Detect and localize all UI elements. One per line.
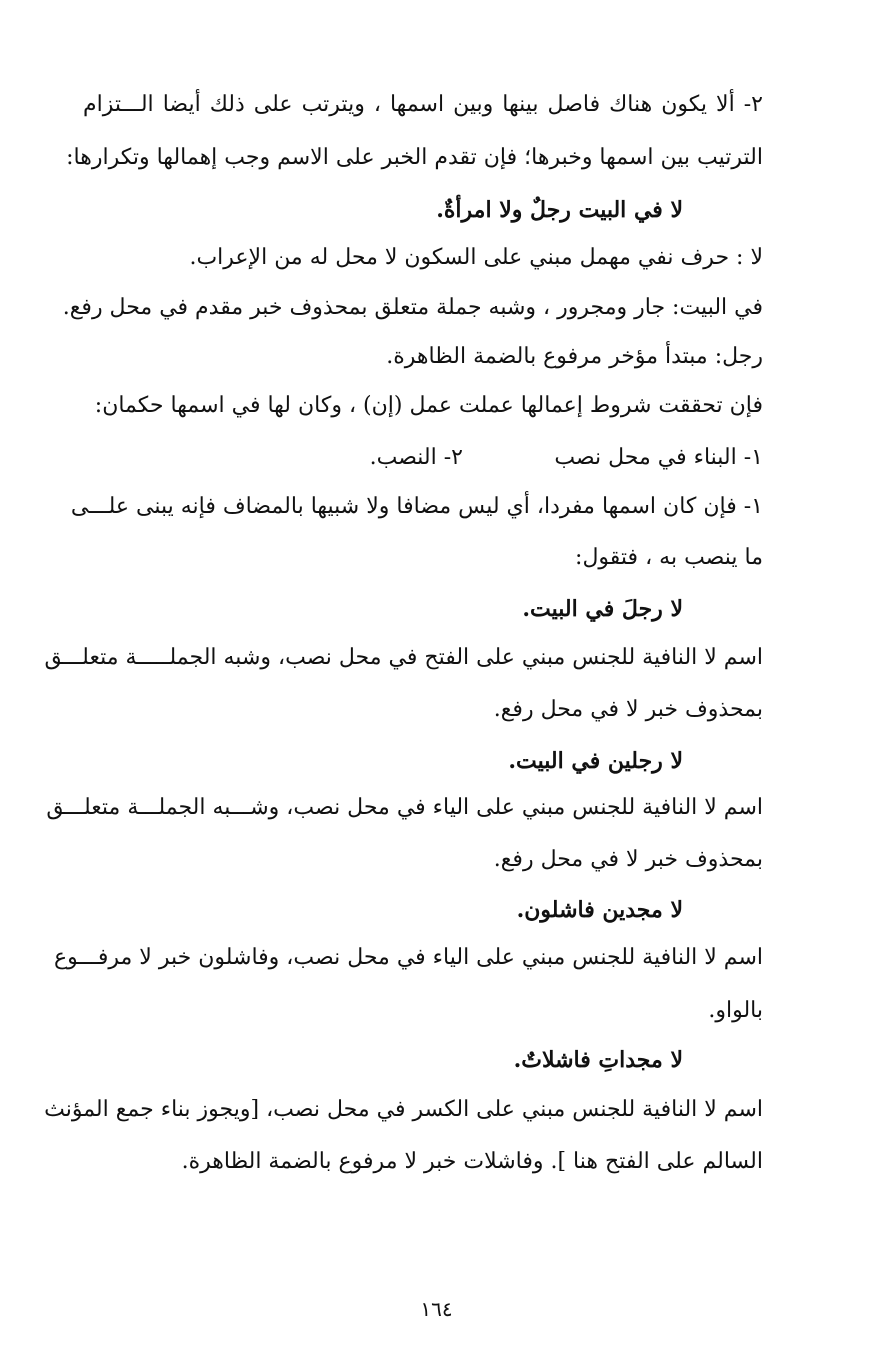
analysis-line: بمحذوف خبر لا في محل رفع. [493,697,763,722]
example-sentence: لا مجدين فاشلون. [516,897,683,923]
example-sentence: لا رجلين في البيت. [508,748,683,774]
page-number: ١٦٤ [420,1297,453,1321]
paragraph-line: ١- فإن كان اسمها مفردا، أي ليس مضافا ولا شبيها بالمضاف فإنه يبنى علـــى [70,494,763,519]
analysis-line: اسم لا النافية للجنس مبني على الفتح في محل نصب، وشبه الجملـــــة متعلـــق [44,645,763,670]
analysis-line: بالواو. [708,998,763,1023]
list-item: ٢- النصب. [369,445,463,470]
list-item: ١- البناء في محل نصب [554,445,763,470]
rule-line: فإن تحققت شروط إعمالها عملت عمل (إن) ، وكان لها في اسمها حكمان: [94,393,763,418]
example-sentence: لا في البيت رجلٌ ولا امرأةٌ. [436,197,683,223]
analysis-line: بمحذوف خبر لا في محل رفع. [493,847,763,872]
analysis-line: اسم لا النافية للجنس مبني على الكسر في محل نصب، [ويجوز بناء جمع المؤنث [44,1097,763,1122]
example-sentence: لا رجلَ في البيت. [522,596,683,622]
analysis-line: اسم لا النافية للجنس مبني على الياء في محل نصب، وشـــبه الجملـــة متعلـــق [46,795,763,820]
paragraph-line: ما ينصب به ، فتقول: [575,545,763,570]
paragraph-line: الترتيب بين اسمها وخبرها؛ فإن تقدم الخبر على الاسم وجب إهمالها وتكرارها: [66,145,763,170]
paragraph-line: ٢- ألا يكون هناك فاصل بينها وبين اسمها ، ويترتب على ذلك أيضا الـــتزام [83,92,763,117]
analysis-line: رجل: مبتدأ مؤخر مرفوع بالضمة الظاهرة. [386,344,763,369]
example-sentence: لا مجداتِ فاشلاتٌ. [513,1047,683,1073]
analysis-line: لا : حرف نفي مهمل مبني على السكون لا محل له من الإعراب. [189,245,763,270]
analysis-line: في البيت: جار ومجرور ، وشبه جملة متعلق بمحذوف خبر مقدم في محل رفع. [62,295,763,320]
analysis-line: السالم على الفتح هنا ]. وفاشلات خبر لا مرفوع بالضمة الظاهرة. [181,1149,763,1174]
analysis-line: اسم لا النافية للجنس مبني على الياء في محل نصب، وفاشلون خبر لا مرفـــوع [54,945,763,970]
